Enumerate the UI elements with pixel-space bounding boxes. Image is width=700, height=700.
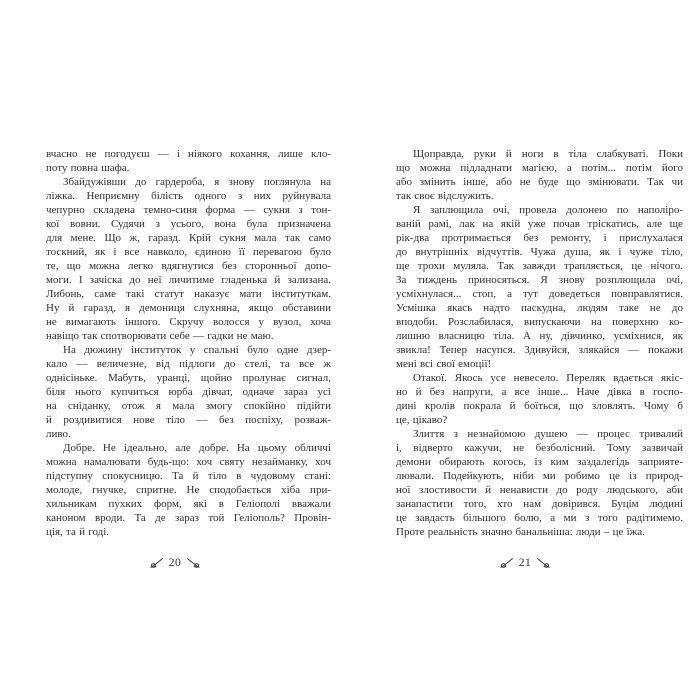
text-line: Добре. Не ідеально, але добре. На цьому обличчі bbox=[63, 442, 331, 454]
text-line: біля нього купчиться юрба дівчат, одначе зараз усі bbox=[46, 386, 331, 398]
text-line: звикла! Тепер насупся. Здивуйся, злякайся — покажи bbox=[396, 344, 683, 356]
text-line: хильникам пухких форм, які в Геліополі вважали bbox=[46, 498, 331, 510]
text-line: На дюжину інституток у спальні було одне дзер- bbox=[63, 344, 331, 356]
text-line: те, що можна легко вдягнутися без сторонньої допо- bbox=[46, 260, 331, 272]
text-line: кало — величезне, від підлоги до стелі, та все ж bbox=[46, 358, 331, 370]
text-line: демони обирають когось, із ким заздалегідь заприяте- bbox=[396, 456, 683, 468]
fleuron-right-icon bbox=[187, 558, 200, 568]
text-line: Ну й гаразд, я демониця слухняна, якщо обставини bbox=[46, 302, 331, 314]
text-line: Отакої. Якось усе невесело. Переляк вдається якіс- bbox=[413, 372, 683, 384]
text-line: моги. І зачіска до неї личитиме гладенька й зализана. bbox=[46, 274, 331, 286]
text-line: чепурно складена темно-синя форма — сукня з тон- bbox=[46, 204, 331, 216]
text-line: ще трохи муляла. Так завжди трапляється, це нічого. bbox=[396, 260, 683, 272]
text-line: Збайдужівши до гардероба, я знову поглянула на bbox=[63, 176, 331, 188]
text-line: так своє відслужить. bbox=[396, 190, 494, 202]
text-line: ваній рамі, лак на якій уже почав тріскатись, але ще bbox=[396, 218, 683, 230]
text-line: лишню власницю тіла. А ну, дівчинко, усміхнися, як bbox=[396, 330, 683, 342]
text-line: і, відверто кажучи, не безболісний. Тому зазвичай bbox=[396, 442, 683, 454]
page-left-text-block bbox=[46, 147, 331, 539]
text-line: можна намалювати будь-що: хоч святу незайманку, хоч bbox=[46, 456, 331, 468]
text-line: не вимагають іншого. Скручу волосся у вузол, хоча bbox=[46, 316, 331, 328]
text-line: підступну спокусницю. Та й тіло в чудовому стані: bbox=[46, 470, 331, 482]
text-line: каноном вроди. Та де зараз той Геліополь? Провін- bbox=[46, 512, 331, 524]
text-line: Проте реальність значно банальніша: люди – це їжа. bbox=[396, 526, 645, 538]
text-line: до внутрішніх відчуттів. Чужа душа, як і чуже тіло, bbox=[396, 246, 683, 258]
page-right-text-block bbox=[396, 147, 683, 539]
text-line: й роздивитися нове тіло — без поспіху, розваж- bbox=[46, 414, 331, 426]
fleuron-left-icon bbox=[150, 558, 163, 568]
text-line: ної злостивости й ненависти до роду людського, аби bbox=[396, 484, 683, 496]
text-line: тоскний, як і все навколо, єдиною її перевагою було bbox=[46, 246, 331, 258]
text-line: дині кролів покрала й боїться, що зловлять. Чому б bbox=[396, 400, 683, 412]
text-line: навіщо так спотворювати себе — гадки не маю. bbox=[46, 330, 274, 342]
text-line: рік-два протримається без ремонту, і прислухалася bbox=[396, 232, 683, 244]
text-line: За тиждень приносяться. Я знову розплющила очі, bbox=[396, 274, 683, 286]
text-line: що можна підладнати магією, а потім... потім його bbox=[396, 162, 683, 174]
text-line: або змінить інше, або не буде що змінювати. Так чи bbox=[396, 176, 683, 188]
text-line: це завдасть більшого болю, а ми з того радітимемо. bbox=[396, 512, 683, 524]
text-line: усміхнулася... стоп, а тут доведеться повправлятися. bbox=[396, 288, 683, 300]
text-line: Усмішка якась надто паскудна, людям таке не до bbox=[396, 302, 683, 314]
page-left-footer bbox=[115, 555, 235, 571]
text-line: кої вовни. Судячи з усього, вона була призначена bbox=[46, 218, 331, 230]
text-line: Злиття з незнайомою душею — процес тривалий bbox=[413, 428, 683, 440]
text-line: ливо. bbox=[46, 428, 71, 440]
text-line: Либонь, саме такі статут наказує мати інституткам. bbox=[46, 288, 331, 300]
text-line: Я заплющила очі, провела долонею по наполіро- bbox=[413, 204, 683, 216]
text-line: лювали. Подейкують, ніби ми робимо це із природ- bbox=[396, 470, 683, 482]
text-line: поту повна шафа. bbox=[46, 162, 130, 174]
text-line: занапастити того, хто нам довірився. Буцім людині bbox=[396, 498, 683, 510]
text-line: мені всі свої емоції! bbox=[396, 358, 492, 370]
text-line: однісіньке. Мабуть, уранці, щойно пролунає сигнал, bbox=[46, 372, 331, 384]
text-line: вподоби. Розслабилася, випускаючи на поверхню ко- bbox=[396, 316, 683, 328]
text-line: молоде, гнучке, спритне. Не сподобається хіба при- bbox=[46, 484, 331, 496]
page-number: 21 bbox=[518, 557, 532, 569]
text-line: вчасно не погодуєш — і ніякого кохання, лише кло- bbox=[46, 148, 331, 160]
text-line: на сніданку, отож я мала змогу спокійно підійти bbox=[46, 400, 331, 412]
fleuron-left-icon bbox=[500, 558, 513, 568]
text-line: для мене. Що ж, гаразд. Крій сукня мала так само bbox=[46, 232, 331, 244]
text-line: це, цікаво? bbox=[396, 414, 448, 426]
fleuron-right-icon bbox=[537, 558, 550, 568]
page-number: 20 bbox=[168, 557, 182, 569]
text-line: ція, та й годі. bbox=[46, 526, 110, 538]
page-right-footer bbox=[465, 555, 585, 571]
text-line: ліжка. Неприємну білість одного з них руйнувала bbox=[46, 190, 331, 202]
text-line: Щоправда, руки й ноги в тіла слабкуваті. Поки bbox=[413, 148, 683, 160]
text-line: но й без напруги, а все інше... Наче дівка в госпо- bbox=[396, 386, 683, 398]
